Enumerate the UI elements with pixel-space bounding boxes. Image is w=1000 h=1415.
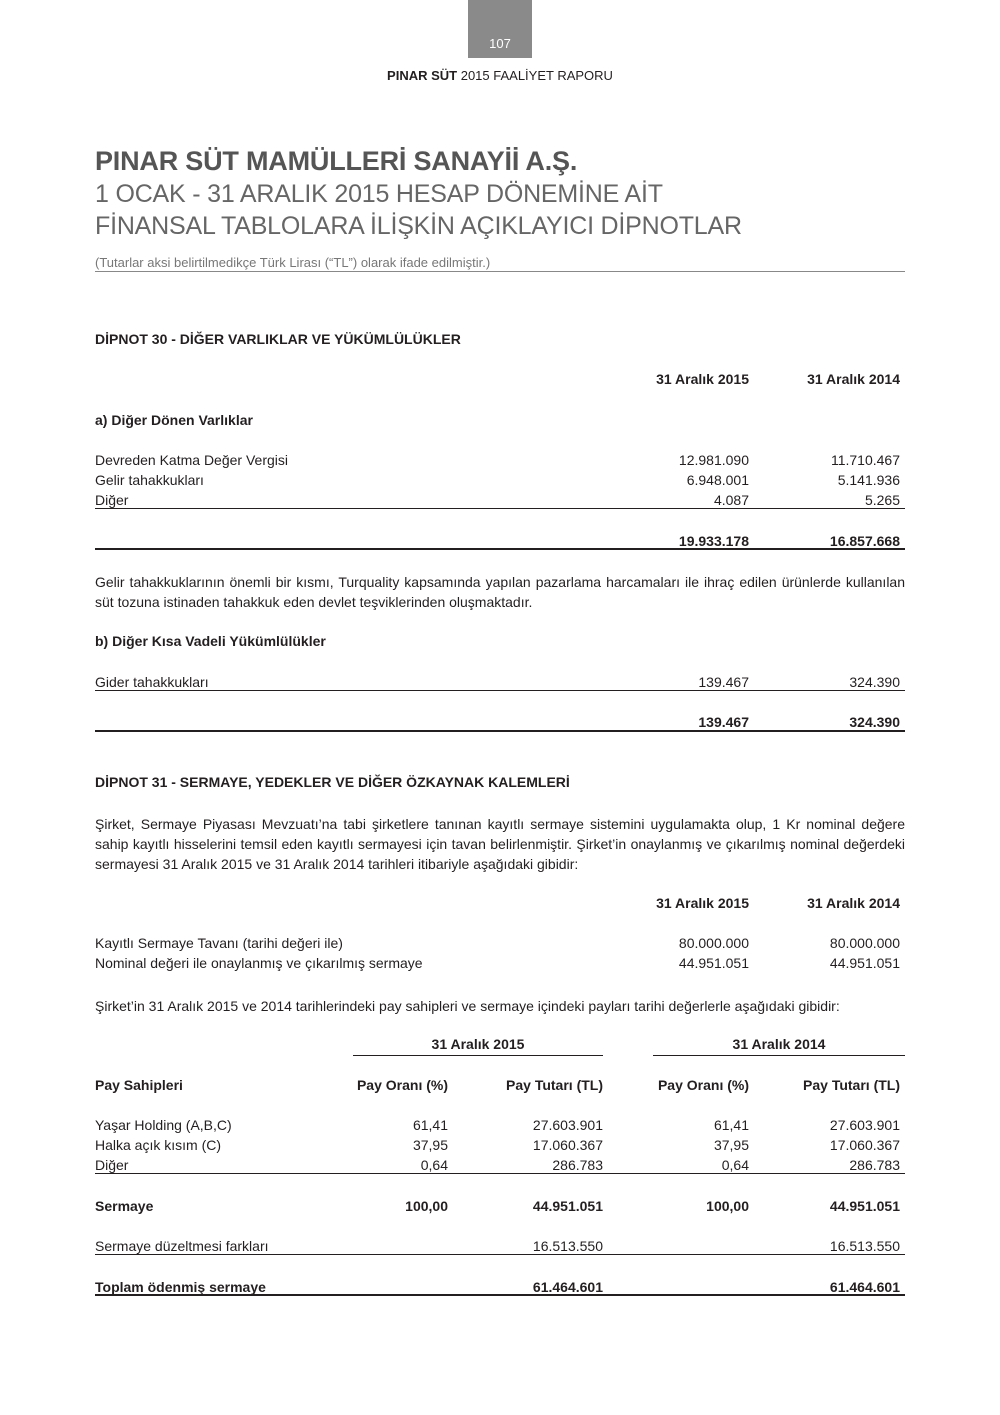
col-header-2014: 31 Aralık 2014	[807, 895, 900, 911]
total-row	[95, 712, 905, 732]
table-row	[95, 1155, 905, 1175]
note30-column-headers	[95, 369, 905, 389]
amount-2014: 44.951.051	[829, 1198, 900, 1214]
table-row	[95, 1135, 905, 1155]
header-rate-2015: Pay Oranı (%)	[356, 1077, 448, 1093]
value-2015: 80.000.000	[678, 935, 749, 951]
value-2014: 44.951.051	[829, 955, 900, 971]
value-2014: 324.390	[849, 674, 900, 690]
group-header-2015: 31 Aralık 2015	[353, 1036, 603, 1056]
amount-2015: 16.513.550	[532, 1238, 603, 1254]
row-label: Gelir tahakkukları	[95, 472, 204, 488]
amount-2015: 17.060.367	[532, 1137, 603, 1153]
amount-2014: 16.513.550	[829, 1238, 900, 1254]
adjustment-label: Sermaye düzeltmesi farkları	[95, 1238, 269, 1254]
total-2015: 19.933.178	[678, 533, 749, 549]
note30-heading: DİPNOT 30 - DİĞER VARLIKLAR VE YÜKÜMLÜLÜKLER	[95, 331, 461, 347]
table-row	[95, 672, 905, 692]
title-divider	[95, 271, 905, 272]
total-rule	[95, 730, 905, 732]
row-label: Diğer	[95, 492, 129, 508]
running-head-rest: 2015 FAALİYET RAPORU	[457, 68, 613, 83]
amount-2014: 27.603.901	[829, 1117, 900, 1133]
page-number: 107	[489, 36, 511, 51]
total-2015: 139.467	[698, 714, 749, 730]
document-title: FİNANSAL TABLOLARA İLİŞKİN AÇIKLAYICI DİPNOTLAR	[95, 212, 742, 240]
table-row	[95, 470, 905, 490]
capital-label: Sermaye	[95, 1198, 154, 1214]
group-header-2014: 31 Aralık 2014	[653, 1036, 905, 1056]
shareholder-name: Diğer	[95, 1157, 129, 1173]
value-2014: 80.000.000	[829, 935, 900, 951]
rate-2014: 0,64	[721, 1157, 749, 1173]
row-label: Nominal değeri ile onaylanmış ve çıkarılmış sermaye	[95, 955, 423, 971]
col-header-2014: 31 Aralık 2014	[807, 371, 900, 387]
currency-note: (Tutarlar aksi belirtilmedikçe Türk Lirası (“TL”) olarak ifade edilmiştir.)	[95, 255, 491, 270]
value-2014: 5.265	[864, 492, 900, 508]
total-rule	[95, 548, 905, 550]
rate-2014: 37,95	[713, 1137, 749, 1153]
shareholder-table-header	[95, 1075, 905, 1095]
total-2015: 61.464.601	[532, 1279, 603, 1295]
note31-column-headers	[95, 893, 905, 913]
row-label: Kayıtlı Sermaye Tavanı (tarihi değeri ile)	[95, 935, 343, 951]
rate-2015: 100,00	[405, 1198, 448, 1214]
value-2015: 6.948.001	[686, 472, 749, 488]
value-2015: 12.981.090	[678, 452, 749, 468]
header-rate-2014: Pay Oranı (%)	[657, 1077, 749, 1093]
row-label: Gider tahakkukları	[95, 674, 209, 690]
shareholder-name: Halka açık kısım (C)	[95, 1137, 222, 1153]
running-head-brand: PINAR SÜT	[387, 68, 458, 83]
total-2014: 324.390	[849, 714, 900, 730]
value-2014: 5.141.936	[837, 472, 900, 488]
rate-2014: 61,41	[713, 1117, 749, 1133]
total-label: Toplam ödenmiş sermaye	[95, 1279, 266, 1295]
amount-2014: 286.783	[849, 1157, 900, 1173]
table-row	[95, 490, 905, 510]
value-2015: 44.951.051	[678, 955, 749, 971]
shareholder-name: Yaşar Holding (A,B,C)	[95, 1117, 232, 1133]
amount-2015: 27.603.901	[532, 1117, 603, 1133]
table-row	[95, 1115, 905, 1135]
table-row	[95, 953, 905, 973]
rate-2015: 61,41	[412, 1117, 448, 1133]
subtotal-rule	[95, 508, 905, 509]
note31-paragraph-1: Şirket, Sermaye Piyasası Mevzuatı’na tabi şirketlere tanınan kayıtlı sermaye sistemini uygulamakta olup, 1 Kr nominal değere sahip kayıtlı hisselerini temsil eden kayıtlı sermayesi için tavan belirlenmiştir. Şirket’in onaylanmış ve çıkarılmış nominal değerdeki sermayesi 31 Aralık 2015 ve 31 Aralık 2014 tarihleri itibariyle aşağıdaki gibidir:	[95, 816, 905, 872]
note30-paragraph: Gelir tahakkuklarının önemli bir kısmı, Turquality kapsamında yapılan pazarlama harcamaları ile ihraç edilen ürünlerde kullanılan süt tozuna istinaden tahakkuk eden devlet teşviklerinden oluşmaktadır.	[95, 574, 905, 610]
rate-2014: 100,00	[706, 1198, 749, 1214]
subtotal-rule	[95, 1254, 905, 1255]
header-owner: Pay Sahipleri	[95, 1077, 183, 1093]
amount-2015: 286.783	[552, 1157, 603, 1173]
table-row	[95, 933, 905, 953]
adjustment-row	[95, 1236, 905, 1256]
note30-b-title: b) Diğer Kısa Vadeli Yükümlülükler	[95, 633, 326, 649]
header-amount-2015: Pay Tutarı (TL)	[506, 1077, 603, 1093]
note30-a-title: a) Diğer Dönen Varlıklar	[95, 412, 253, 428]
subtotal-rule	[95, 1173, 905, 1174]
capital-row	[95, 1196, 905, 1216]
total-2014: 61.464.601	[829, 1279, 900, 1295]
subtotal-rule	[95, 690, 905, 691]
table-row	[95, 450, 905, 470]
header-amount-2014: Pay Tutarı (TL)	[803, 1077, 900, 1093]
col-header-2015: 31 Aralık 2015	[656, 895, 749, 911]
amount-2015: 44.951.051	[532, 1198, 603, 1214]
rate-2015: 37,95	[412, 1137, 448, 1153]
total-rule	[95, 1294, 905, 1296]
page-number-tab	[468, 0, 532, 58]
row-label: Devreden Katma Değer Vergisi	[95, 452, 288, 468]
value-2015: 139.467	[698, 674, 749, 690]
total-2014: 16.857.668	[829, 533, 900, 549]
note31-heading: DİPNOT 31 - SERMAYE, YEDEKLER VE DİĞER ÖZKAYNAK KALEMLERİ	[95, 774, 570, 790]
amount-2014: 17.060.367	[829, 1137, 900, 1153]
company-title: PINAR SÜT MAMÜLLERİ SANAYİİ A.Ş.	[95, 146, 578, 176]
rate-2015: 0,64	[420, 1157, 448, 1173]
running-head	[0, 68, 1000, 83]
note31-paragraph-2: Şirket’in 31 Aralık 2015 ve 2014 tarihlerindeki pay sahipleri ve sermaye içindeki payları tarihi değerlerle aşağıdaki gibidir:	[95, 998, 840, 1014]
period-title: 1 OCAK - 31 ARALIK 2015 HESAP DÖNEMİNE AİT	[95, 180, 663, 208]
value-2014: 11.710.467	[830, 452, 900, 468]
value-2015: 4.087	[713, 492, 749, 508]
col-header-2015: 31 Aralık 2015	[656, 371, 749, 387]
